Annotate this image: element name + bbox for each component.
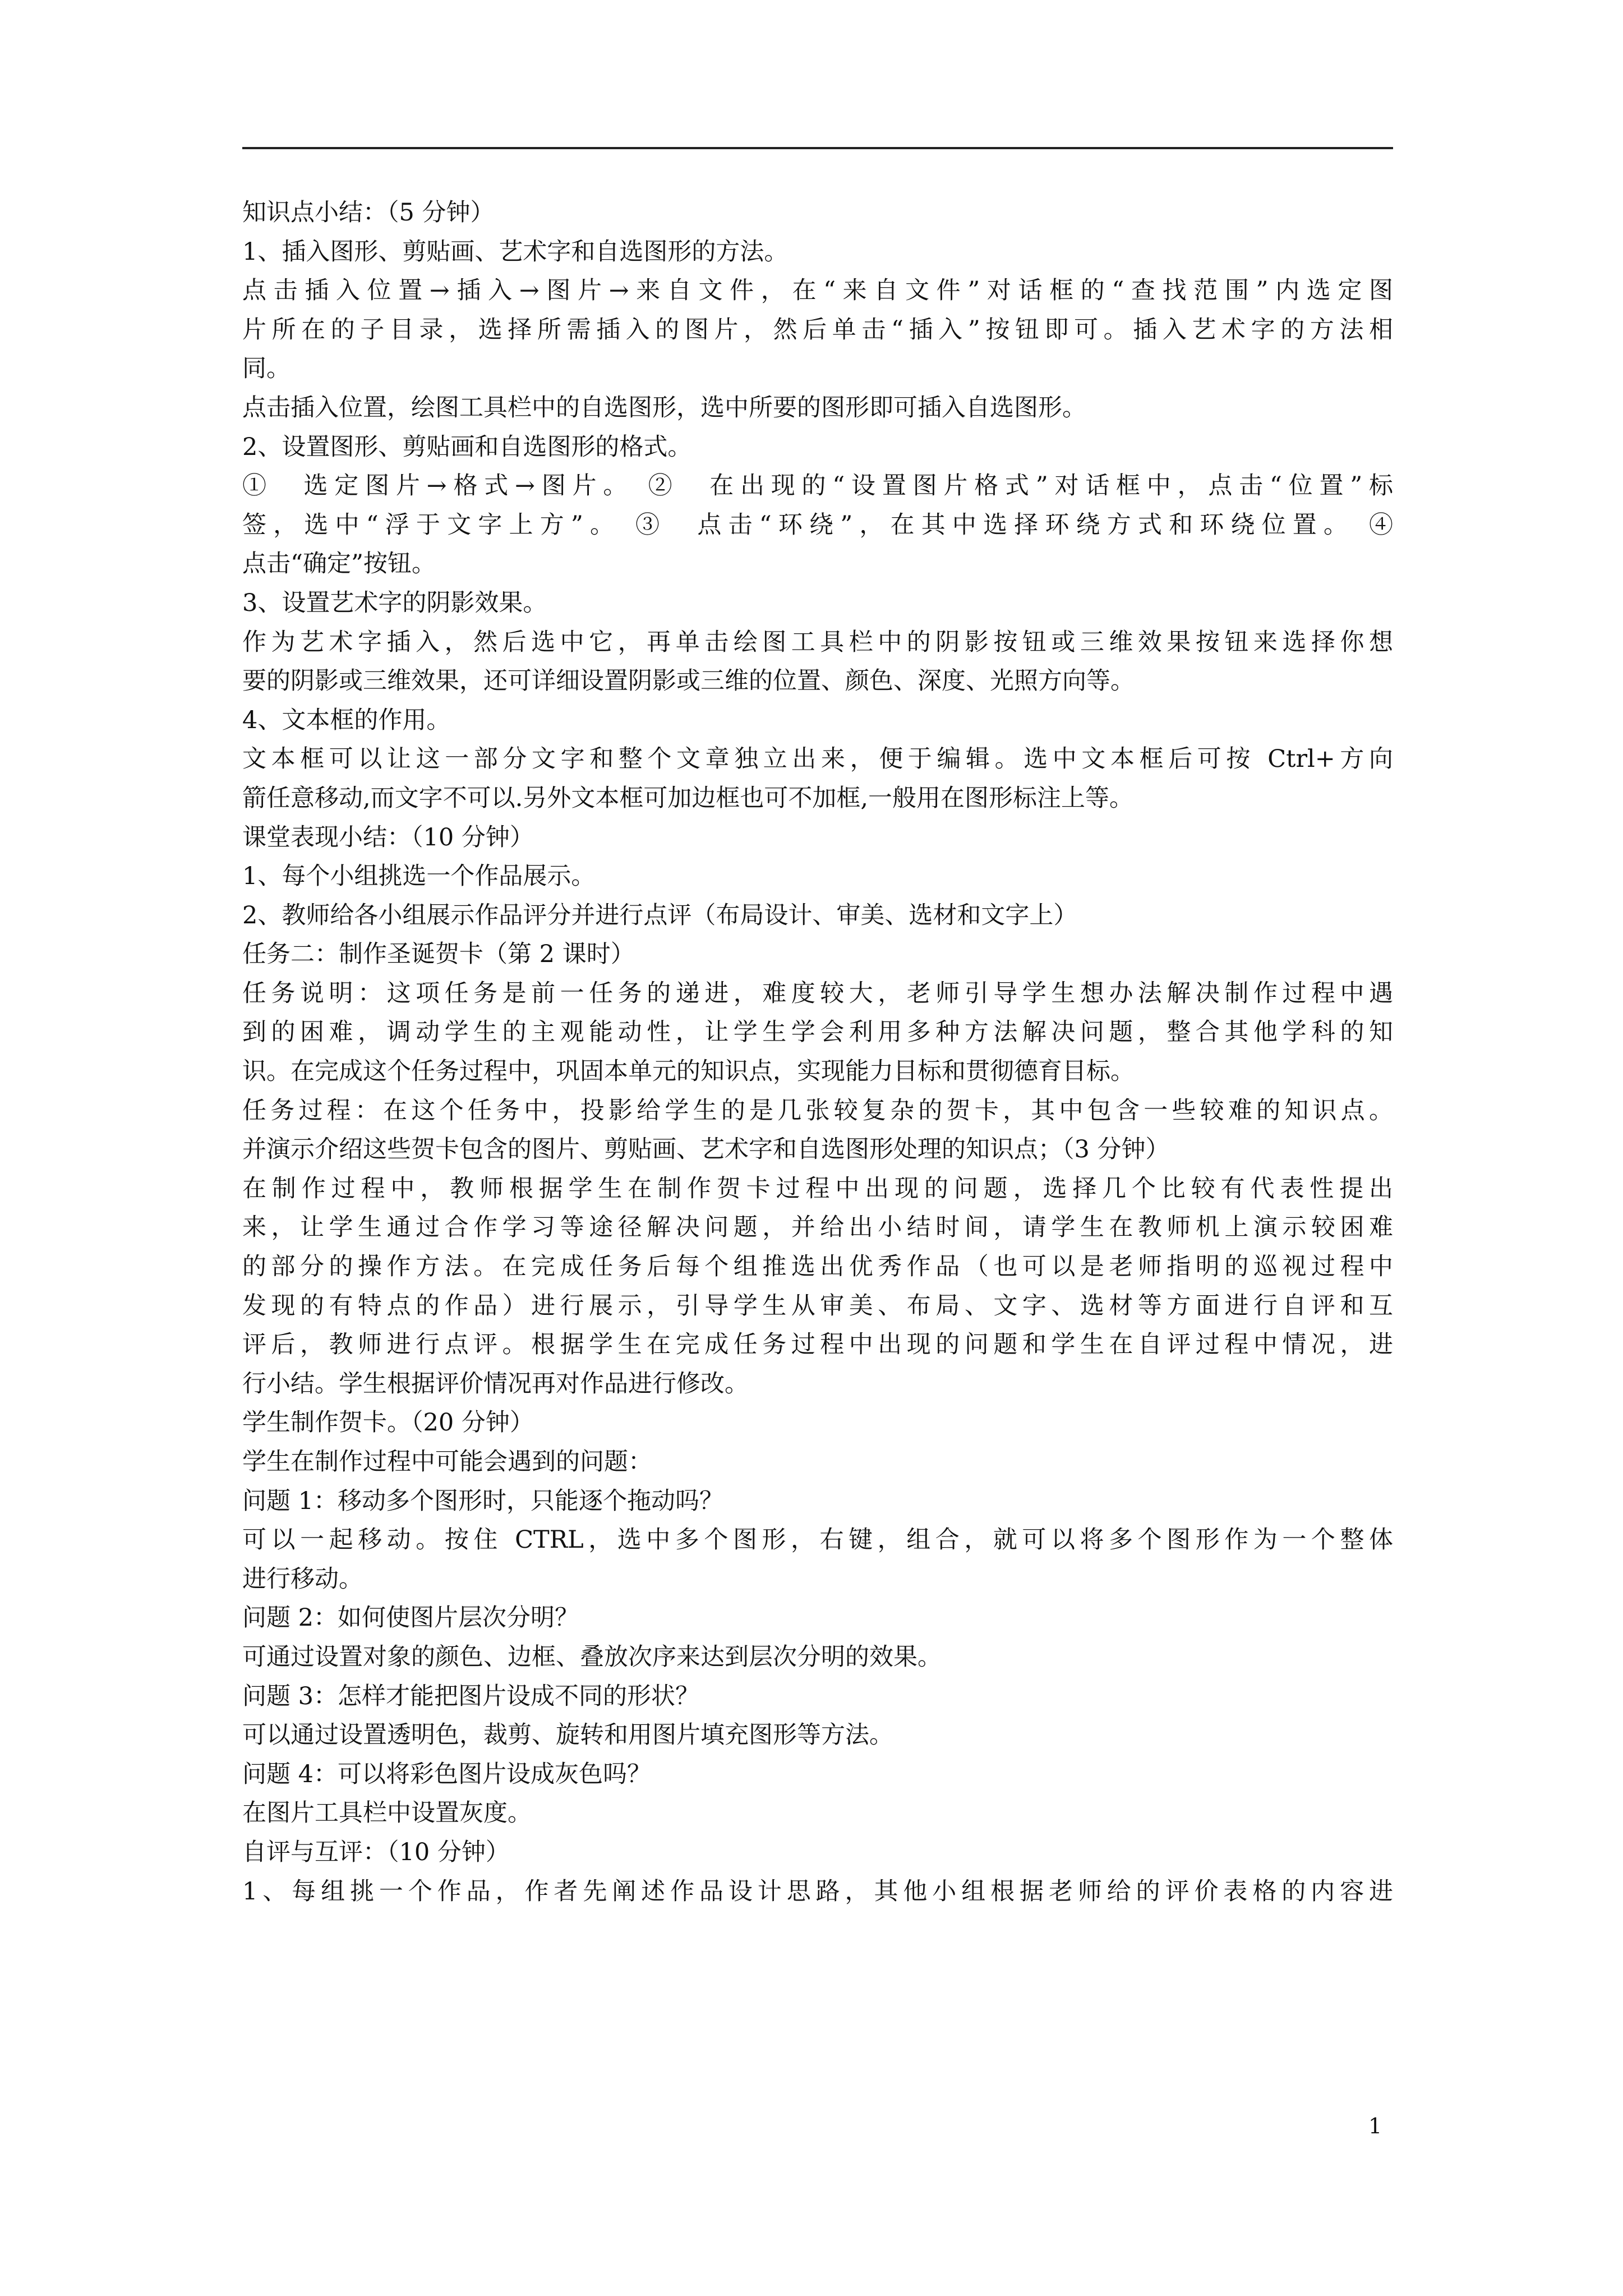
page-number: 1 [1368, 2114, 1382, 2138]
header-rule [242, 147, 1393, 149]
text-line: 知识点小结：（5 分钟） [242, 199, 495, 227]
text-line: 1、每组挑一个作品，作者先阐述作品设计思路，其他小组根据老师给的评价表格的内容进 [242, 1877, 1393, 1906]
text-line: 自评与互评：（10 分钟） [242, 1838, 510, 1866]
text-line: ① 选定图片→格式→图片。 ② 在出现的“设置图片格式”对话框中，点击“位置”标 [242, 472, 1393, 500]
text-line: 4、文本框的作用。 [242, 706, 451, 734]
text-line: 来，让学生通过合作学习等途径解决问题，并给出小结时间，请学生在教师机上演示较困难 [242, 1213, 1393, 1242]
text-line: 在图片工具栏中设置灰度。 [242, 1799, 532, 1828]
text-line: 点击插入位置，绘图工具栏中的自选图形，选中所要的图形即可插入自选图形。 [242, 393, 1086, 422]
text-line: 学生在制作过程中可能会遇到的问题： [242, 1448, 652, 1476]
text-line: 学生制作贺卡。（20 分钟） [242, 1409, 534, 1437]
text-line: 任务二：制作圣诞贺卡（第 2 课时） [242, 940, 635, 969]
text-line: 箭任意移动,而文字不可以.另外文本框可加边框也可不加框,一般用在图形标注上等。 [242, 784, 1134, 812]
text-line: 1、插入图形、剪贴画、艺术字和自选图形的方法。 [242, 237, 789, 266]
text-line: 的部分的操作方法。在完成任务后每个组推选出优秀作品（也可以是老师指明的巡视过程中 [242, 1253, 1393, 1281]
text-line: 可以通过设置透明色，裁剪、旋转和用图片填充图形等方法。 [242, 1721, 893, 1750]
text-line: 任务过程：在这个任务中，投影给学生的是几张较复杂的贺卡，其中包含一些较难的知识点。 [242, 1096, 1393, 1125]
text-line: 2、教师给各小组展示作品评分并进行点评（布局设计、审美、选材和文字上） [242, 901, 1078, 930]
text-line: 1、每个小组挑选一个作品展示。 [242, 862, 596, 891]
text-line: 并演示介绍这些贺卡包含的图片、剪贴画、艺术字和自选图形处理的知识点；（3 分钟） [242, 1135, 1170, 1164]
text-line: 片所在的子目录，选择所需插入的图片，然后单击“插入”按钮即可。插入艺术字的方法相 [242, 315, 1393, 344]
text-line: 作为艺术字插入，然后选中它，再单击绘图工具栏中的阴影按钮或三维效果按钮来选择你想 [242, 628, 1393, 656]
text-line: 在制作过程中，教师根据学生在制作贺卡过程中出现的问题，选择几个比较有代表性提出 [242, 1174, 1393, 1203]
text-line: 到的困难，调动学生的主观能动性，让学生学会利用多种方法解决问题，整合其他学科的知 [242, 1018, 1393, 1047]
text-line: 签，选中“浮于文字上方”。 ③ 点击“环绕”，在其中选择环绕方式和环绕位置。 ④ [242, 510, 1393, 539]
text-line: 发现的有特点的作品）进行展示，引导学生从审美、布局、文字、选材等方面进行自评和互 [242, 1291, 1393, 1320]
text-line: 问题 2：如何使图片层次分明？ [242, 1604, 579, 1632]
text-line: 可通过设置对象的颜色、边框、叠放次序来达到层次分明的效果。 [242, 1642, 942, 1671]
text-line: 2、设置图形、剪贴画和自选图形的格式。 [242, 432, 692, 461]
text-line: 可以一起移动。按住 CTRL，选中多个图形，右键，组合，就可以将多个图形作为一个整体 [242, 1526, 1393, 1554]
text-line: 问题 1：移动多个图形时，只能逐个拖动吗？ [242, 1487, 724, 1515]
text-line: 点击插入位置→插入→图片→来自文件，在“来自文件”对话框的“查找范围”内选定图 [242, 277, 1393, 305]
text-line: 课堂表现小结：（10 分钟） [242, 823, 534, 852]
text-line: 同。 [242, 355, 291, 383]
text-line: 点击“确定”按钮。 [242, 550, 436, 578]
text-line: 评后，教师进行点评。根据学生在完成任务过程中出现的问题和学生在自评过程中情况，进 [242, 1331, 1393, 1359]
text-line: 问题 3：怎样才能把图片设成不同的形状？ [242, 1682, 700, 1710]
text-line: 问题 4：可以将彩色图片设成灰色吗？ [242, 1760, 652, 1788]
text-line: 行小结。学生根据评价情况再对作品进行修改。 [242, 1369, 749, 1398]
text-line: 识。在完成这个任务过程中，巩固本单元的知识点，实现能力目标和贯彻德育目标。 [242, 1057, 1135, 1086]
document-body [242, 194, 1393, 1911]
text-line: 进行移动。 [242, 1565, 363, 1593]
text-line: 任务说明：这项任务是前一任务的递进，难度较大，老师引导学生想办法解决制作过程中遇 [242, 979, 1393, 1007]
text-line: 要的阴影或三维效果，还可详细设置阴影或三维的位置、颜色、深度、光照方向等。 [242, 667, 1135, 696]
text-line: 3、设置艺术字的阴影效果。 [242, 588, 547, 617]
text-line: 文本框可以让这一部分文字和整个文章独立出来，便于编辑。选中文本框后可按 Ctrl+方向 [242, 745, 1393, 774]
